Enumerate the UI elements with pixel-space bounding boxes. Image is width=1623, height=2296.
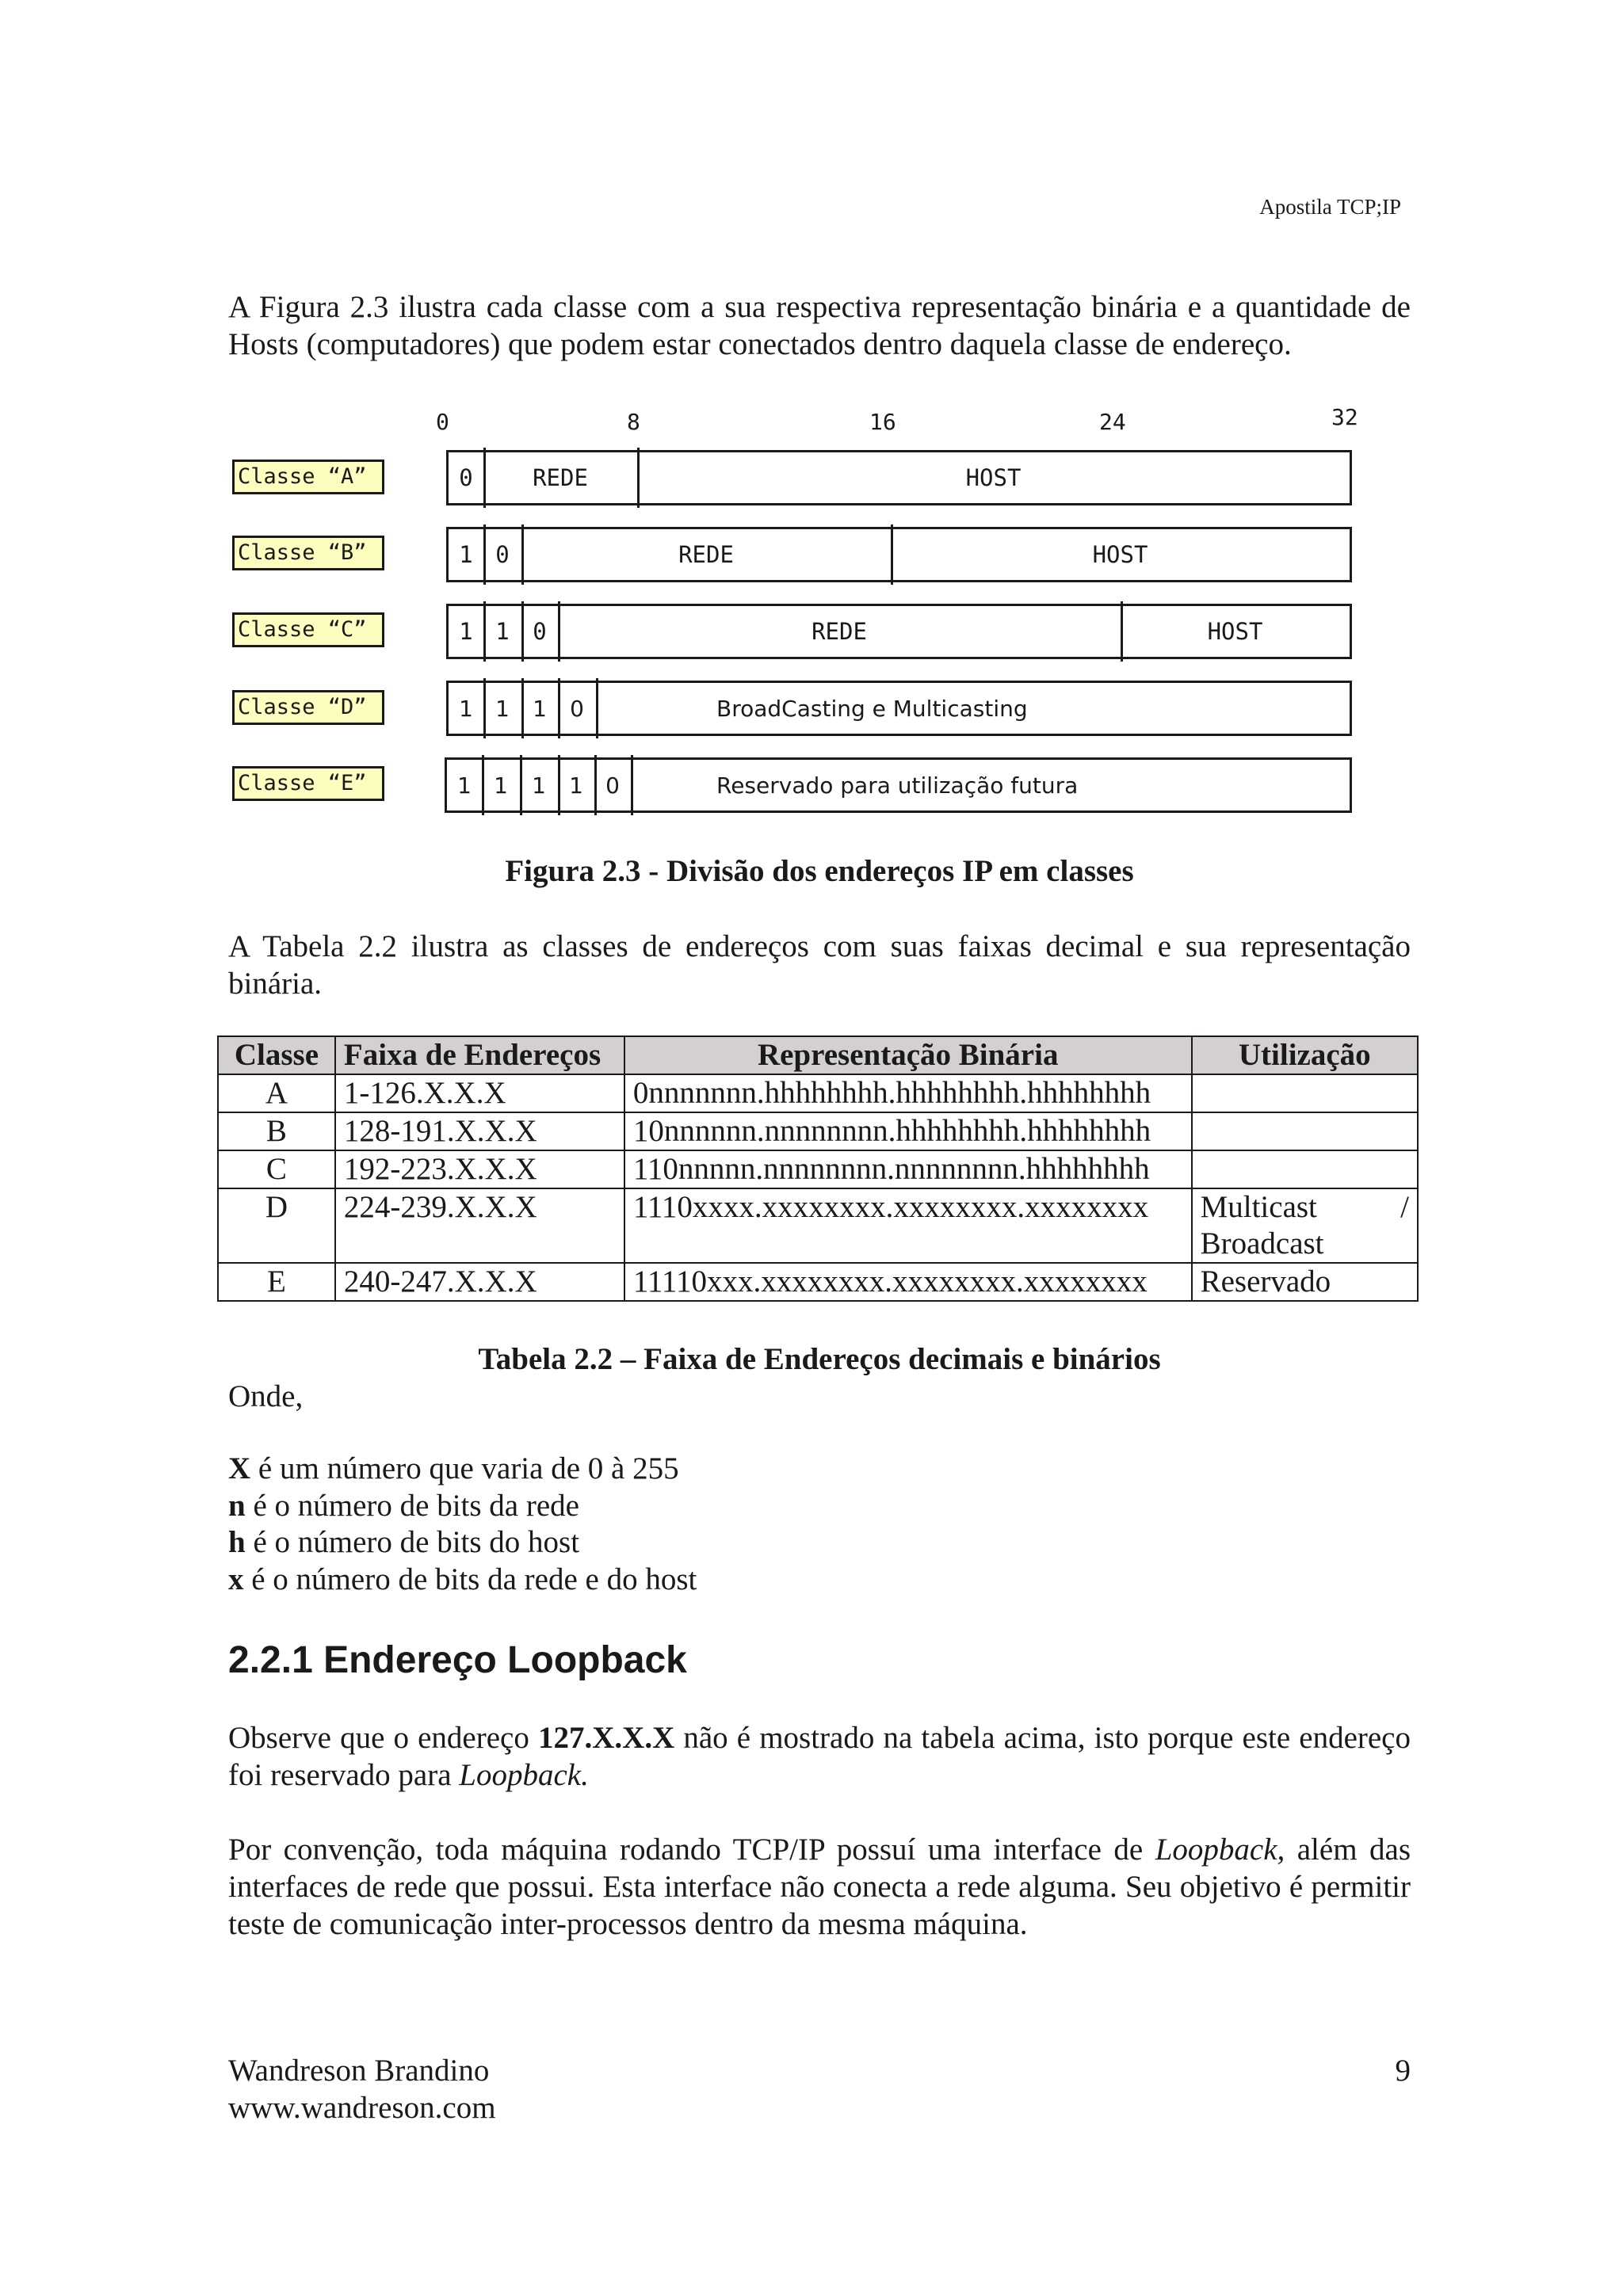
cell-binaria: 1110xxxx.xxxxxxxx.xxxxxxxx.xxxxxxxx [624, 1188, 1192, 1263]
bit-scale-24: 24 [1099, 409, 1126, 435]
definition-term: n [228, 1488, 246, 1523]
class-e-bit-2: 1 [494, 772, 508, 799]
class-c-bit-3: 0 [533, 618, 547, 645]
cell-binaria: 11110xxx.xxxxxxxx.xxxxxxxx.xxxxxxxx [624, 1263, 1192, 1301]
class-c-label: Classe “C” [232, 612, 384, 647]
footer-author-block [228, 2052, 496, 2126]
table-header-row [218, 1036, 1418, 1074]
bit-scale-32: 32 [1331, 404, 1358, 430]
address-ranges-table [217, 1035, 1419, 1302]
cell-classe: A [218, 1074, 335, 1112]
class-c-rede: REDE [812, 618, 867, 645]
table-row [218, 1263, 1418, 1301]
convention-term: Loopback, [1155, 1833, 1285, 1867]
utilizacao-broadcast: Broadcast [1200, 1226, 1324, 1261]
cell-faixa: 192-223.X.X.X [335, 1150, 624, 1188]
class-d-bit-2: 1 [495, 695, 510, 722]
loopback-address: 127.X.X.X [537, 1721, 675, 1755]
cell-utilizacao: Reservado [1192, 1263, 1418, 1301]
cell-binaria: 0nnnnnnn.hhhhhhhh.hhhhhhhh.hhhhhhhh [624, 1074, 1192, 1112]
footer-website: www.wandreson.com [228, 2091, 496, 2125]
intro-paragraph: A Figura 2.3 ilustra cada classe com a sua respectiva representação binária e a quantidade de Hosts (computadores) que podem estar conectados dentro daquela classe de endereço. [228, 290, 1411, 361]
class-d-bit-1: 1 [459, 695, 473, 722]
class-e-bit-3: 1 [532, 772, 546, 799]
cell-utilizacao [1192, 1074, 1418, 1112]
class-e-bit-4: 1 [569, 772, 583, 799]
header-utilizacao: Utilização [1192, 1036, 1418, 1074]
table-row [218, 1112, 1418, 1150]
cell-binaria: 110nnnnn.nnnnnnnn.nnnnnnnn.hhhhhhhh [624, 1150, 1192, 1188]
table-caption: Tabela 2.2 – Faixa de Endereços decimais e binários [478, 1342, 1161, 1376]
cell-faixa: 1-126.X.X.X [335, 1074, 624, 1112]
loopback-term: Loopback. [459, 1758, 589, 1792]
class-e-bit-5: 0 [605, 772, 620, 799]
loopback-text-1: Observe que o endereço [228, 1721, 538, 1755]
loopback-paragraph [228, 1719, 1411, 1794]
class-d-usage: BroadCasting e Multicasting [716, 695, 1028, 722]
class-e-bar [445, 757, 1352, 813]
header-faixa: Faixa de Endereços [335, 1036, 624, 1074]
class-e-usage: Reservado para utilização futura [716, 772, 1079, 799]
class-c-bit-1: 1 [459, 618, 473, 645]
class-e-label: Classe “E” [232, 766, 384, 801]
header-binaria: Representação Binária [624, 1036, 1192, 1074]
class-a-bar [446, 450, 1352, 505]
definition-text: é o número de bits da rede [245, 1488, 579, 1523]
class-e-bit-1: 1 [457, 772, 472, 799]
header-classe: Classe [218, 1036, 335, 1074]
cell-binaria: 10nnnnnn.nnnnnnnn.hhhhhhhh.hhhhhhhh [624, 1112, 1192, 1150]
definition-text: é um número que varia de 0 à 255 [250, 1451, 679, 1486]
cell-utilizacao [1192, 1150, 1418, 1188]
convention-paragraph [228, 1831, 1411, 1943]
class-c-bit-2: 1 [495, 618, 510, 645]
table-row [218, 1188, 1418, 1263]
class-b-bit-2: 0 [495, 541, 510, 568]
footer-author: Wandreson Brandino [228, 2054, 490, 2088]
class-a-label: Classe “A” [232, 460, 384, 494]
loopback-text-2: não é mostrado na tabela acima, isto porque este endereço foi reservado para [228, 1721, 1411, 1792]
cell-faixa: 128-191.X.X.X [335, 1112, 624, 1150]
onde-label: Onde, [228, 1379, 304, 1413]
cell-classe: E [218, 1263, 335, 1301]
class-b-host: HOST [1092, 541, 1148, 568]
definition-item [228, 1524, 697, 1562]
utilizacao-separator: / [1400, 1190, 1409, 1224]
page-number: 9 [1395, 2054, 1411, 2088]
class-b-rede: REDE [678, 541, 734, 568]
convention-text-2: além das interfaces de rede que possui. Esta interface não conecta a rede alguma. Seu objetivo é permitir teste de comunicação inter-processos dentro da mesma máquina. [228, 1833, 1411, 1941]
bit-scale-8: 8 [627, 409, 640, 435]
class-a-host: HOST [965, 464, 1022, 491]
definition-text: é o número de bits da rede e do host [243, 1562, 697, 1596]
cell-classe: D [218, 1188, 335, 1263]
cell-utilizacao [1192, 1188, 1418, 1263]
definition-item [228, 1562, 697, 1599]
definition-term: X [228, 1451, 251, 1486]
class-d-bit-3: 1 [533, 695, 547, 722]
definitions-list [228, 1451, 697, 1598]
cell-faixa: 240-247.X.X.X [335, 1263, 624, 1301]
class-b-label: Classe “B” [232, 536, 384, 570]
bit-scale-0: 0 [436, 409, 449, 435]
cell-faixa: 224-239.X.X.X [335, 1188, 624, 1263]
table-intro-paragraph: A Tabela 2.2 ilustra as classes de endereços com suas faixas decimal e sua representação binária. [228, 929, 1411, 1001]
table-row [218, 1150, 1418, 1188]
section-heading: 2.2.1 Endereço Loopback [228, 1639, 687, 1681]
bit-scale-16: 16 [869, 409, 896, 435]
definition-item [228, 1488, 697, 1525]
cell-classe: B [218, 1112, 335, 1150]
class-b-bar [446, 527, 1352, 582]
class-d-bit-4: 0 [570, 695, 584, 722]
class-c-bar [446, 604, 1352, 659]
definition-term: h [228, 1525, 246, 1559]
running-header: Apostila TCP;IP [1259, 195, 1401, 219]
utilizacao-multicast: Multicast [1200, 1190, 1317, 1224]
figure-caption: Figura 2.3 - Divisão dos endereços IP em classes [505, 854, 1134, 888]
definition-term: x [228, 1562, 244, 1596]
class-d-bar [446, 681, 1352, 736]
cell-classe: C [218, 1150, 335, 1188]
class-c-host: HOST [1207, 618, 1263, 645]
bit-scale [0, 404, 1623, 441]
class-a-rede: REDE [533, 464, 588, 491]
cell-utilizacao [1192, 1112, 1418, 1150]
class-a-bit-1: 0 [459, 464, 473, 491]
class-b-bit-1: 1 [459, 541, 473, 568]
class-d-label: Classe “D” [232, 690, 384, 725]
convention-text-1: Por convenção, toda máquina rodando TCP/IP possuí uma interface de [228, 1833, 1155, 1867]
definition-item [228, 1451, 697, 1488]
table-row [218, 1074, 1418, 1112]
definition-text: é o número de bits do host [245, 1525, 580, 1559]
